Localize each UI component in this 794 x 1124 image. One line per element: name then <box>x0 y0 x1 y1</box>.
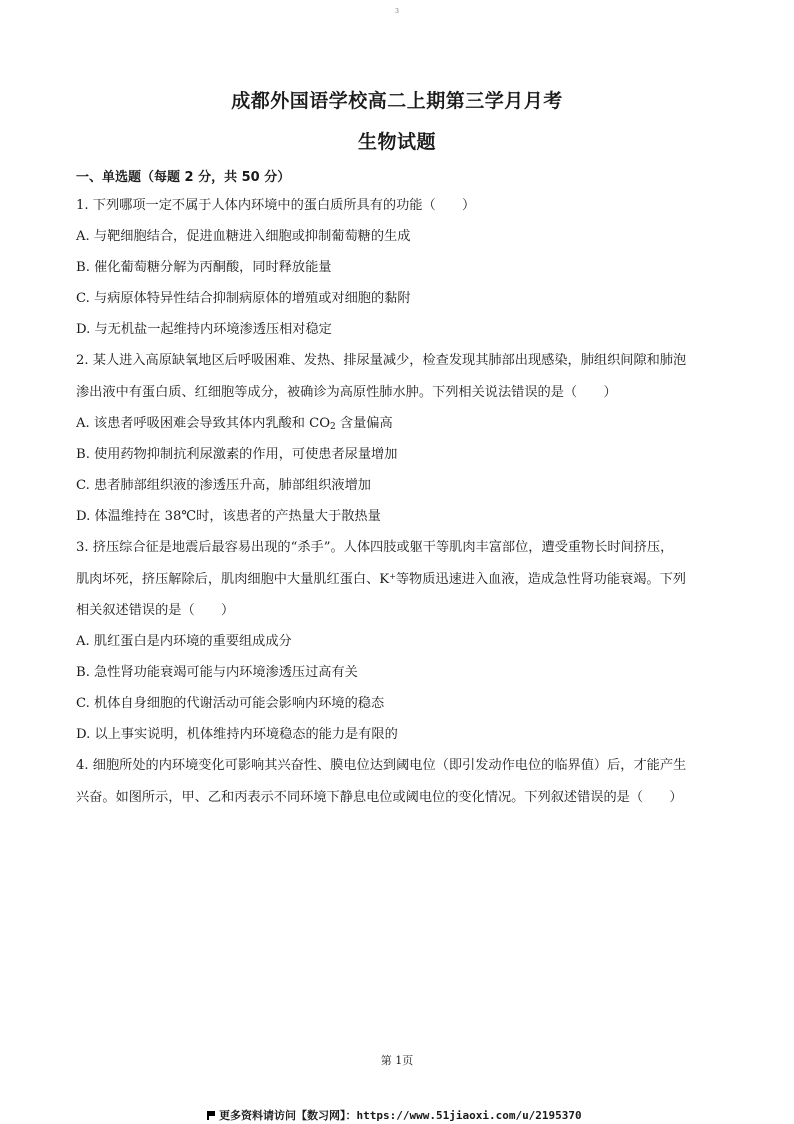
q3-stem-line2-text: 肌肉坏死，挤压解除后，肌肉细胞中大量肌红蛋白、K <box>76 572 390 587</box>
flag-icon <box>207 1111 215 1120</box>
q1-option-c: C. 与病原体特异性结合抑制病原体的增殖或对细胞的黏附 <box>76 291 411 306</box>
page-top-mark: 3 <box>395 8 399 15</box>
footer-link[interactable] <box>207 1107 582 1123</box>
q3-option-d: D. 以上事实说明，机体维持内环境稳态的能力是有限的 <box>76 727 398 742</box>
q2-option-a <box>76 416 393 432</box>
q3-stem-line2-superscript: + <box>389 572 396 581</box>
q2-option-a-text: A. 该患者呼吸困难会导致其体内乳酸和 CO <box>76 416 330 431</box>
q2-stem-line2: 渗出液中有蛋白质、红细胞等成分，被确诊为高原性肺水肿。下列相关说法错误的是（ ） <box>76 385 617 400</box>
q2-stem-line1: 2. 某人进入高原缺氧地区后呼吸困难、发热、排尿量减少，检查发现其肺部出现感染，肺组织间隙和肺泡 <box>76 353 687 368</box>
q1-stem: 1. 下列哪项一定不属于人体内环境中的蛋白质所具有的功能（ ） <box>76 198 476 213</box>
q3-stem-line1: 3. 挤压综合征是地震后最容易出现的“杀手”。人体四肢或躯干等肌肉丰富部位，遭受重物长时间挤压， <box>76 540 674 555</box>
q3-stem-line2-tail: 等物质迅速进入血液，造成急性肾功能衰竭。下列 <box>395 572 686 587</box>
q2-option-a-subscript: 2 <box>330 422 336 432</box>
exam-subtitle: 生物试题 <box>357 131 436 153</box>
q3-option-b: B. 急性肾功能衰竭可能与内环境渗透压过高有关 <box>76 665 358 680</box>
q2-option-b: B. 使用药物抑制抗利尿激素的作用，可使患者尿量增加 <box>76 447 398 462</box>
q1-option-d: D. 与无机盐一起维持内环境渗透压相对稳定 <box>76 322 332 337</box>
section-heading: 一、单选题（每题 2 分，共 50 分） <box>76 170 291 185</box>
exam-title: 成都外国语学校高二上期第三学月月考 <box>231 90 563 112</box>
q1-option-b: B. 催化葡萄糖分解为丙酮酸，同时释放能量 <box>76 260 332 275</box>
q4-stem-line2: 兴奋。如图所示，甲、乙和丙表示不同环境下静息电位或阈电位的变化情况。下列叙述错误的是（ ） <box>76 790 683 805</box>
q3-option-a: A. 肌红蛋白是内环境的重要组成成分 <box>76 634 292 649</box>
footer-text[interactable]: 更多资料请访问【数习网】：https://www.51jiaoxi.com/u/2195370 <box>219 1109 582 1122</box>
q1-option-a: A. 与靶细胞结合，促进血糖进入细胞或抑制葡萄糖的生成 <box>76 229 411 244</box>
q3-stem-line3: 相关叙述错误的是（ ） <box>76 603 235 618</box>
q2-option-c: C. 患者肺部组织液的渗透压升高，肺部组织液增加 <box>76 478 371 493</box>
q2-option-d: D. 体温维持在 38℃时，该患者的产热量大于散热量 <box>76 509 381 524</box>
q3-stem-line2 <box>76 572 686 588</box>
page-number: 第 1页 <box>380 1054 414 1067</box>
q2-option-a-tail: 含量偏高 <box>335 416 393 431</box>
q3-option-c: C. 机体自身细胞的代谢活动可能会影响内环境的稳态 <box>76 696 385 711</box>
q4-stem-line1: 4. 细胞所处的内环境变化可影响其兴奋性、膜电位达到阈电位（即引发动作电位的临界值）后，才能产生 <box>76 758 687 773</box>
